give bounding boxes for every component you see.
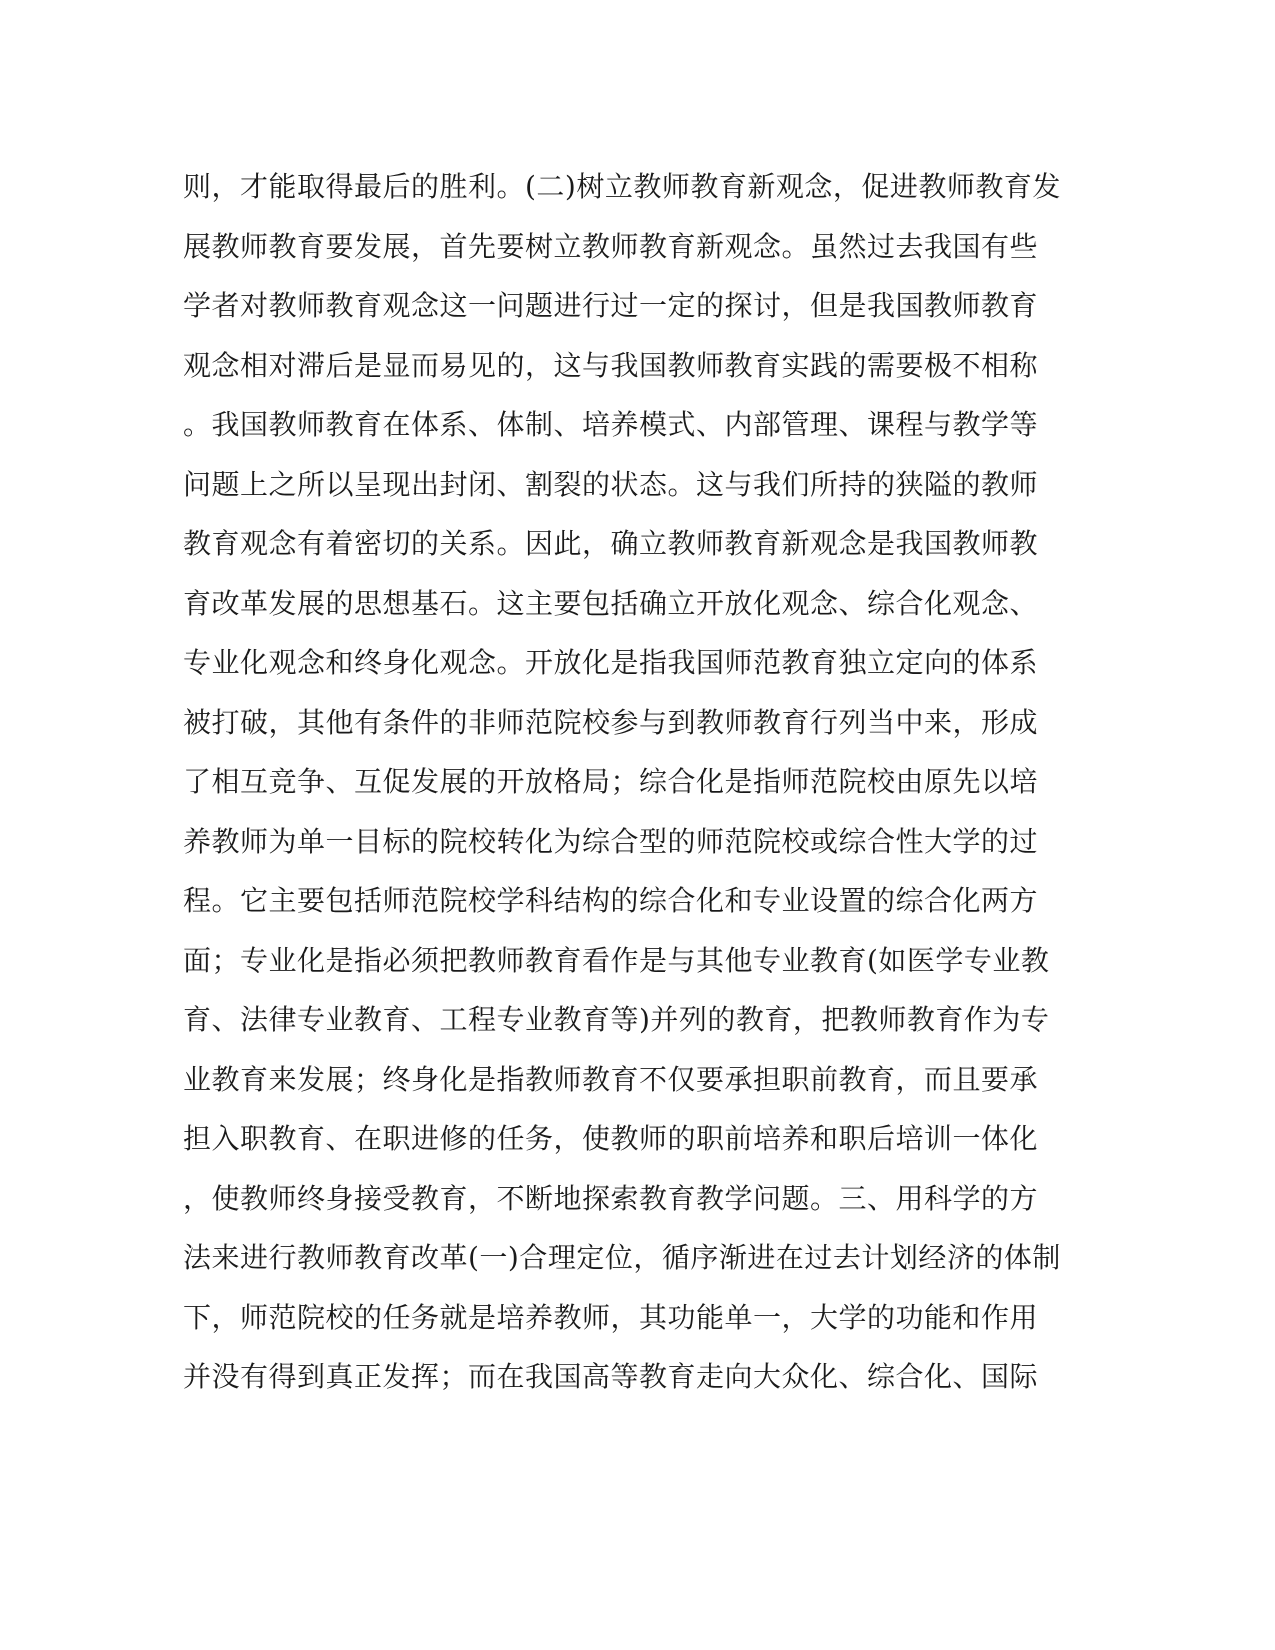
text-line: 养教师为单一目标的院校转化为综合型的师范院校或综合性大学的过 [183,824,1039,858]
text-line: 则，才能取得最后的胜利。(二)树立教师教育新观念，促进教师教育发 [183,170,1061,203]
text-line: 专业化观念和终身化观念。开放化是指我国师范教育独立定向的体系 [183,646,1039,679]
text-line: 面；专业化是指必须把教师教育看作是与其他专业教育(如医学专业教 [183,943,1050,977]
text-line: 问题上之所以呈现出封闭、割裂的状态。这与我们所持的狭隘的教师 [183,467,1039,501]
text-line: 并没有得到真正发挥；而在我国高等教育走向大众化、综合化、国际 [183,1360,1039,1393]
text-line: 业教育来发展；终身化是指教师教育不仅要承担职前教育，而且要承 [183,1062,1039,1096]
text-line: 育、法律专业教育、工程专业教育等)并列的教育，把教师教育作为专 [183,1003,1050,1036]
text-line: 被打破，其他有条件的非师范院校参与到教师教育行列当中来，形成 [183,705,1039,739]
text-line: 学者对教师教育观念这一问题进行过一定的探讨，但是我国教师教育 [183,289,1039,322]
text-line: 教育观念有着密切的关系。因此，确立教师教育新观念是我国教师教 [183,527,1039,560]
text-line: 下，师范院校的任务就是培养教师，其功能单一，大学的功能和作用 [183,1300,1039,1334]
text-line: 程。它主要包括师范院校学科结构的综合化和专业设置的综合化两方 [183,884,1039,917]
text-line: 了相互竞争、互促发展的开放格局；综合化是指师范院校由原先以培 [183,765,1039,798]
text-line: 育改革发展的思想基石。这主要包括确立开放化观念、综合化观念、 [183,586,1039,620]
text-line: ，使教师终身接受教育，不断地探索教育教学问题。三、用科学的方 [183,1181,1039,1215]
text-line: 担入职教育、在职进修的任务，使教师的职前培养和职后培训一体化 [183,1122,1039,1155]
body-text [183,157,1061,1407]
text-line: 法来进行教师教育改革(一)合理定位，循序渐进在过去计划经济的体制 [183,1241,1061,1274]
text-line: 展教师教育要发展，首先要树立教师教育新观念。虽然过去我国有些 [183,229,1039,263]
text-line: 。我国教师教育在体系、体制、培养模式、内部管理、课程与教学等 [183,408,1039,441]
text-line: 观念相对滞后是显而易见的，这与我国教师教育实践的需要极不相称 [183,348,1039,382]
